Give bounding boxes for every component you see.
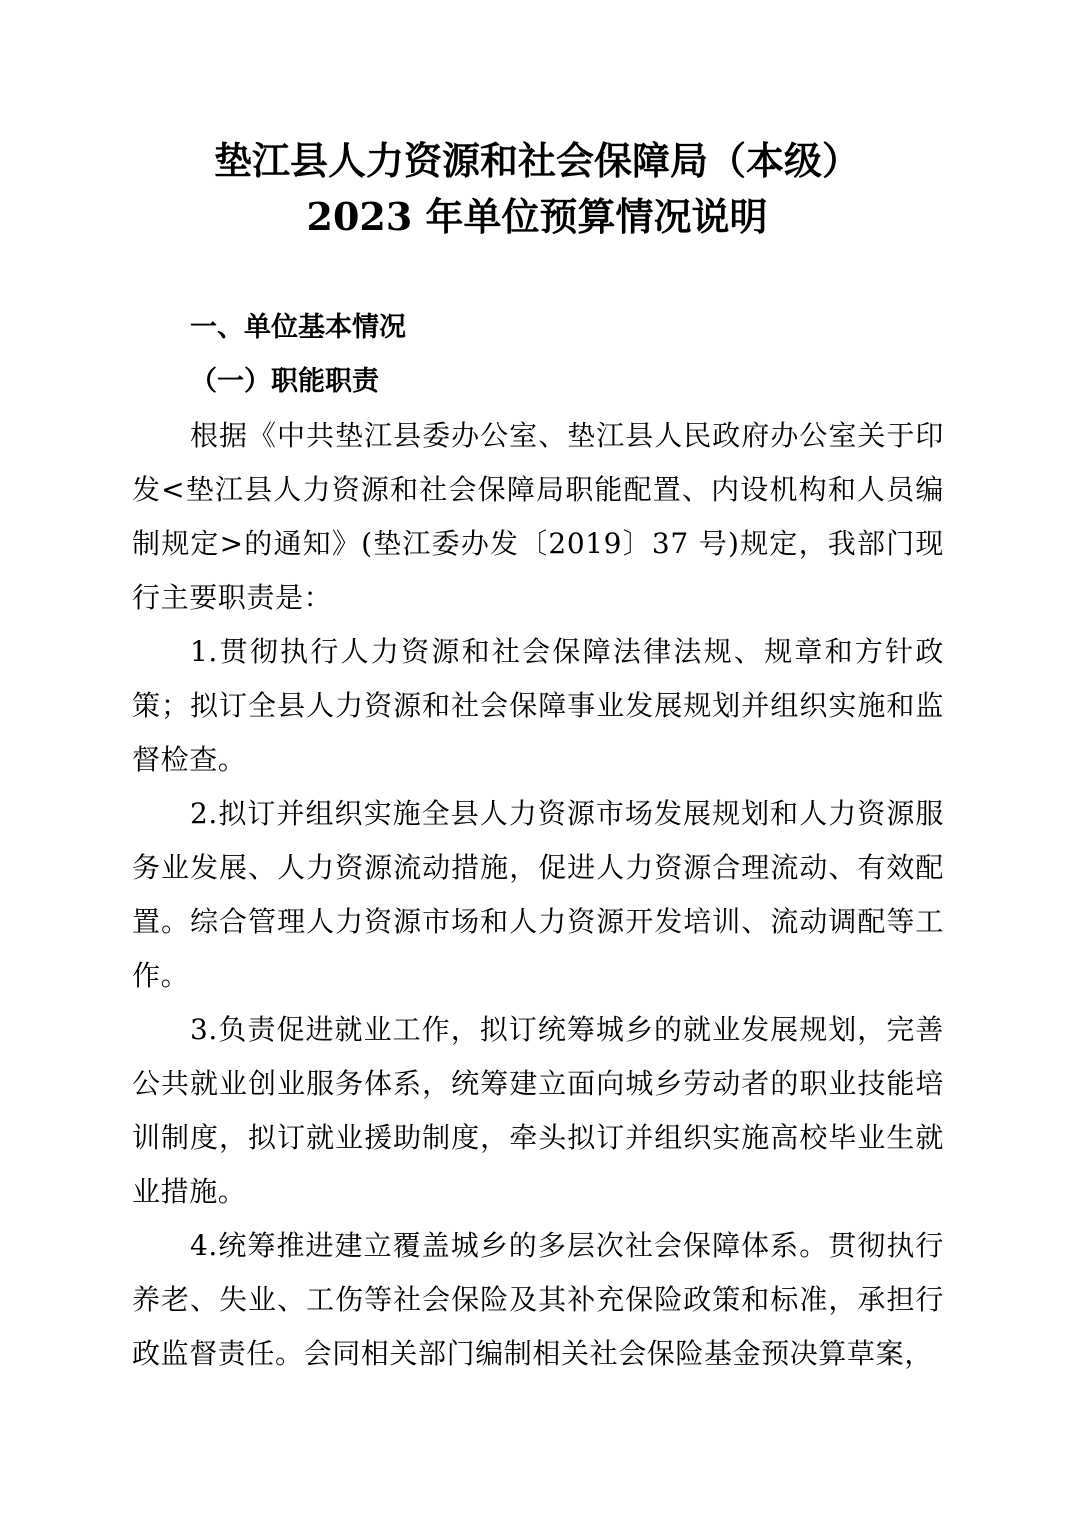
document-title <box>0 133 1074 245</box>
paragraph-duty-2: 2.拟订并组织实施全县人力资源市场发展规划和人力资源服务业发展、人力资源流动措施，促进人力资源合理流动、有效配置。综合管理人力资源市场和人力资源开发培训、流动调配等工作。 <box>132 797 944 992</box>
subsection-heading: （一）职能职责 <box>190 366 379 397</box>
paragraph-duty-1: 1.贯彻执行人力资源和社会保障法律法规、规章和方针政策；拟订全县人力资源和社会保障事业发展规划并组织实施和监督检查。 <box>132 635 944 776</box>
paragraph-duty-4: 4.统筹推进建立覆盖城乡的多层次社会保障体系。贯彻执行养老、失业、工伤等社会保险及其补充保险政策和标准，承担行政监督责任。会同相关部门编制相关社会保险基金预决算草案， <box>132 1229 944 1370</box>
paragraph-intro: 根据《中共垫江县委办公室、垫江县人民政府办公室关于印发<垫江县人力资源和社会保障局职能配置、内设机构和人员编制规定>的通知》(垫江委办发〔2019〕37 号)规定，我部门现行主要职责是： <box>132 419 944 614</box>
title-line-1: 垫江县人力资源和社会保障局（本级） <box>213 138 860 183</box>
title-line-2: 2023 年单位预算情况说明 <box>306 194 768 239</box>
paragraph-duty-3: 3.负责促进就业工作，拟订统筹城乡的就业发展规划，完善公共就业创业服务体系，统筹建立面向城乡劳动者的职业技能培训制度，拟订就业援助制度，牵头拟订并组织实施高校毕业生就业措施。 <box>132 1013 944 1208</box>
section-heading: 一、单位基本情况 <box>190 312 406 343</box>
